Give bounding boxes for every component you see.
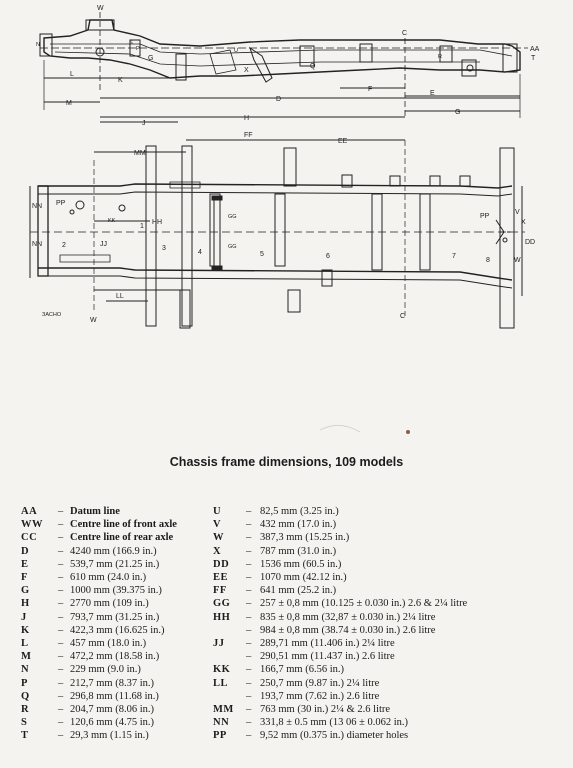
legend-description: 193,7 mm (7.62 in.) 2.6 litre — [260, 690, 380, 702]
legend-description: 2770 mm (109 in.) — [70, 598, 149, 610]
legend-description: 204,7 mm (8.06 in.) — [70, 704, 154, 715]
legend-description: 432 mm (17.0 in.) — [260, 519, 337, 531]
legend-key: R — [21, 704, 30, 715]
label-pp-right: PP — [480, 213, 490, 220]
legend-dash: – — [246, 558, 252, 570]
legend-dash: – — [246, 598, 252, 610]
legend-dash: – — [246, 624, 252, 636]
label-gg-upper: GG — [228, 214, 237, 220]
legend-key: H — [21, 598, 30, 610]
legend-dash: – — [58, 717, 64, 729]
legend-dash: – — [246, 506, 252, 517]
legend-key: HH — [213, 611, 231, 623]
legend-key: DD — [213, 558, 230, 570]
legend-dash: – — [58, 506, 64, 517]
stamp-mark: ЗАСНО — [42, 312, 62, 318]
legend-dash: – — [246, 690, 252, 702]
legend-key: L — [21, 638, 29, 649]
legend-key: F — [21, 572, 28, 583]
label-w-bottom: W — [90, 317, 97, 324]
legend-key: U — [213, 506, 222, 517]
legend-key: CC — [21, 532, 38, 544]
label-x: X — [244, 67, 249, 74]
legend-key: S — [21, 717, 28, 729]
label-num-5: 5 — [260, 251, 264, 258]
legend-description: 387,3 mm (15.25 in.) — [260, 532, 350, 544]
label-num-3: 3 — [162, 245, 166, 252]
legend-key: JJ — [213, 638, 225, 649]
label-num-2: 2 — [62, 242, 66, 249]
label-x-plan: X — [521, 219, 526, 226]
label-num-1: 1 — [140, 223, 144, 230]
legend-description: 1000 mm (39.375 in.) — [70, 585, 162, 597]
legend-dash: – — [58, 572, 64, 583]
legend-key: EE — [213, 572, 229, 583]
label-kk: KK — [108, 218, 116, 224]
legend-key: X — [213, 545, 222, 557]
legend-dash: – — [58, 558, 64, 570]
legend-dash: – — [246, 611, 252, 623]
legend-key: NN — [213, 717, 230, 729]
legend-description: 984 ± 0,8 mm (38.74 ± 0.030 in.) 2.6 litre — [260, 624, 436, 636]
legend-description: 835 ± 0,8 mm (32,87 ± 0.030 in.) 2¼ litre — [260, 611, 436, 623]
label-w-top: W — [97, 5, 104, 12]
legend-description: 296,8 mm (11.68 in.) — [70, 690, 159, 702]
legend-key: Q — [21, 690, 30, 702]
label-ll: LL — [116, 293, 124, 300]
label-ee: EE — [338, 138, 348, 145]
label-num-7: 7 — [452, 253, 456, 260]
label-r: R — [438, 54, 442, 60]
label-k: K — [118, 77, 123, 84]
legend-description: 257 ± 0,8 mm (10.125 ± 0.030 in.) 2.6 & 2¼ litre — [260, 598, 468, 610]
legend-description: 250,7 mm (9.87 in.) 2¼ litre — [260, 677, 380, 689]
label-e: E — [430, 90, 435, 97]
label-l: L — [70, 71, 74, 78]
legend-description: 641 mm (25.2 in.) — [260, 585, 337, 597]
legend-dash: – — [246, 585, 252, 597]
label-pp-left: PP — [56, 200, 66, 207]
legend-description: 422,3 mm (16.625 in.) — [70, 624, 165, 636]
legend-description: 166,7 mm (6.56 in.) — [260, 664, 344, 676]
label-p: P — [136, 46, 140, 52]
legend-dash: – — [58, 677, 64, 689]
label-w-plan: W — [514, 257, 521, 264]
legend-dash: – — [58, 638, 64, 649]
label-g: G — [148, 55, 154, 62]
legend-description: 120,6 mm (4.75 in.) — [70, 717, 154, 729]
legend-key: AA — [21, 506, 38, 517]
label-c-top: C — [402, 30, 408, 37]
legend-description: 212,7 mm (8.37 in.) — [70, 677, 154, 689]
label-v: V — [515, 209, 520, 216]
legend-key: MM — [213, 704, 234, 715]
legend-description: 229 mm (9.0 in.) — [70, 664, 141, 676]
legend-key: FF — [213, 585, 227, 597]
legend-dash: – — [246, 519, 252, 531]
label-q: Q — [310, 63, 316, 70]
legend-description: 331,8 ± 0.5 mm (13 06 ± 0.062 in.) — [260, 717, 409, 729]
legend-dash: – — [58, 664, 64, 676]
legend-description: 4240 mm (166.9 in.) — [70, 545, 157, 557]
legend-dash: – — [246, 545, 252, 557]
legend-dash: – — [246, 638, 252, 649]
legend-description: 763 mm (30 in.) 2¼ & 2.6 litre — [260, 704, 391, 715]
label-t: T — [531, 55, 536, 62]
legend-key: D — [21, 545, 30, 557]
label-hh: HH — [152, 219, 163, 226]
legend-description: 793,7 mm (31.25 in.) — [70, 611, 160, 623]
legend-description: 1536 mm (60.5 in.) — [260, 558, 342, 570]
legend-description: 82,5 mm (3.25 in.) — [260, 506, 339, 517]
legend-description: 457 mm (18.0 in.) — [70, 638, 147, 649]
legend-dash: – — [58, 545, 64, 557]
label-ff: FF — [244, 132, 253, 139]
legend-dash: – — [58, 690, 64, 702]
figure-caption: Chassis frame dimensions, 109 models — [169, 455, 404, 469]
legend-description: 290,51 mm (11.437 in.) 2.6 litre — [260, 651, 395, 663]
legend-key: GG — [213, 598, 231, 610]
label-nn-lower: NN — [32, 241, 43, 248]
label-num-8: 8 — [486, 257, 490, 264]
label-n: N — [36, 42, 40, 48]
legend-description: Centre line of rear axle — [70, 532, 174, 544]
label-aa: AA — [530, 46, 540, 53]
label-j: J — [142, 120, 146, 127]
legend-description: Datum line — [70, 506, 120, 517]
legend-dash: – — [58, 730, 64, 742]
label-mm: MM — [134, 150, 146, 157]
legend-key: M — [21, 651, 32, 663]
legend-dash: – — [58, 704, 64, 715]
label-nn-upper: NN — [32, 203, 43, 210]
label-dd: DD — [525, 239, 536, 246]
label-h: H — [244, 115, 250, 122]
legend-key: LL — [213, 677, 229, 689]
legend-description: 9,52 mm (0.375 in.) diameter holes — [260, 730, 409, 742]
legend-key: N — [21, 664, 30, 676]
legend-key: KK — [213, 664, 231, 676]
label-u: U — [234, 48, 238, 54]
legend-dash: – — [58, 519, 64, 531]
legend-key: J — [21, 611, 27, 623]
legend-description: 787 mm (31.0 in.) — [260, 545, 337, 557]
label-g2: G — [455, 109, 461, 116]
legend-key: E — [21, 558, 29, 570]
legend-description: 289,71 mm (11.406 in.) 2¼ litre — [260, 638, 395, 649]
legend-dash: – — [58, 598, 64, 610]
legend-dash: – — [246, 717, 252, 729]
legend-dash: – — [246, 730, 252, 742]
legend-dash: – — [246, 651, 252, 663]
legend-description: 610 mm (24.0 in.) — [70, 572, 147, 583]
legend-description: 1070 mm (42.12 in.) — [260, 572, 347, 583]
label-m: M — [66, 100, 72, 107]
label-gg-lower: GG — [228, 244, 237, 250]
legend-dash: – — [246, 532, 252, 544]
legend-description: 472,2 mm (18.58 in.) — [70, 651, 160, 663]
legend-dash: – — [58, 611, 64, 623]
legend-key: WW — [21, 519, 43, 531]
label-num-6: 6 — [326, 253, 330, 260]
legend-dash: – — [246, 704, 252, 715]
legend-dash: – — [58, 651, 64, 663]
label-num-4: 4 — [198, 249, 202, 256]
label-s: S — [129, 40, 133, 46]
legend-key: PP — [213, 730, 227, 742]
label-d: D — [276, 96, 282, 103]
legend-dash: – — [58, 532, 64, 544]
legend-key: T — [21, 730, 29, 742]
legend-key: K — [21, 624, 30, 636]
legend-dash: – — [58, 585, 64, 597]
legend-key: V — [213, 519, 222, 531]
legend-description: 29,3 mm (1.15 in.) — [70, 730, 149, 742]
label-f: F — [368, 86, 373, 93]
legend-dash: – — [246, 664, 252, 676]
legend-dash: – — [58, 624, 64, 636]
legend-key: G — [21, 585, 30, 597]
legend-dash: – — [246, 677, 252, 689]
label-c-bottom: C — [400, 313, 406, 320]
legend-key: P — [21, 677, 28, 689]
legend-description: 539,7 mm (21.25 in.) — [70, 558, 160, 570]
legend-dash: – — [246, 572, 252, 583]
label-jj: JJ — [100, 241, 107, 248]
legend-description: Centre line of front axle — [70, 519, 177, 531]
legend-key: W — [213, 532, 224, 544]
